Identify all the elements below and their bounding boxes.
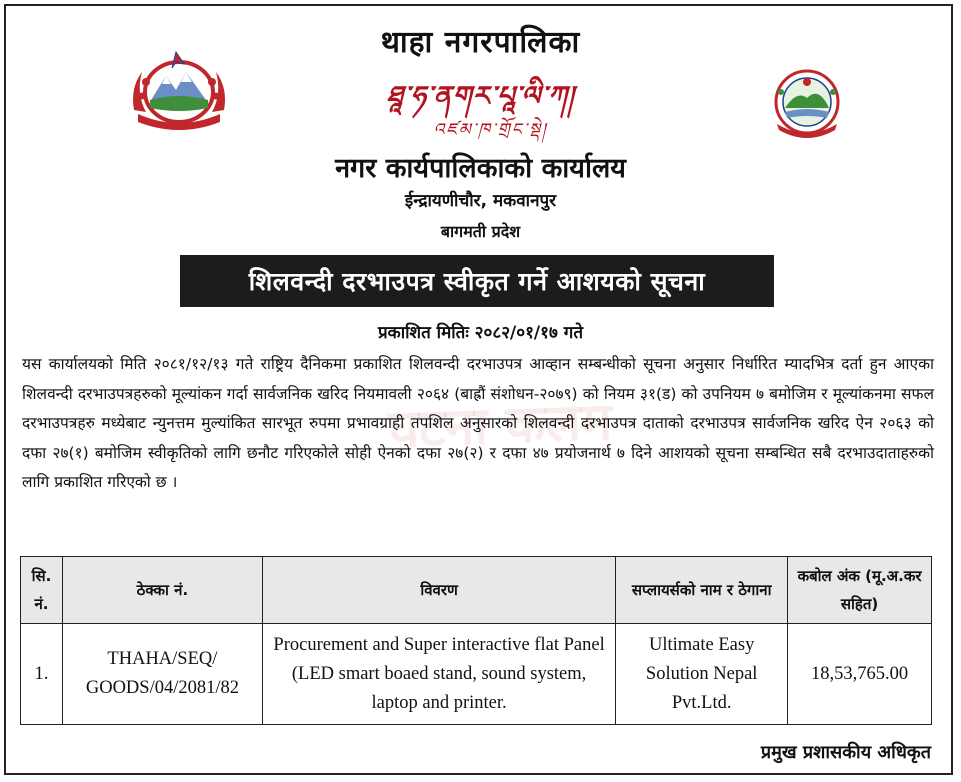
header-contract-no: ठेक्का नं. (62, 557, 262, 624)
office-name: नगर कार्यपालिकाको कार्यालय (335, 153, 626, 184)
watermark: घटना कलम (387, 392, 613, 460)
signatory-title: प्रमुख प्रशासकीय अधिकृत (760, 742, 931, 763)
cell-description: Procurement and Super interactive flat Panel (LED smart boaed stand, sound system, laptop and printer. (262, 624, 615, 725)
header-description: विवरण (262, 557, 615, 624)
municipality-title: थाहा नगरपालिका (380, 25, 581, 60)
province-name: बागमती प्रदेश (440, 222, 521, 241)
cell-contract-no: THAHA/SEQ/ GOODS/04/2081/82 (62, 624, 262, 725)
header-amount: कबोल अंक (मू.अ.कर सहित) (788, 557, 932, 624)
published-date: प्रकाशित मितिः २०८२/०१/१७ गते (377, 323, 584, 343)
notice-title-banner (180, 255, 774, 307)
header-supplier: सप्लायर्सको नाम र ठेगाना (616, 557, 788, 624)
header-sn: सि. नं. (21, 557, 63, 624)
cell-sn: 1. (21, 624, 63, 725)
cell-amount: 18,53,765.00 (788, 624, 932, 725)
table-row (21, 624, 932, 725)
table-header-row (21, 557, 932, 624)
cell-supplier: Ultimate Easy Solution Nepal Pvt.Ltd. (616, 624, 788, 725)
notice-body: यस कार्यालयको मिति २०८१/१२/१३ गते राष्ट्रिय दैनिकमा प्रकाशित शिलवन्दी दरभाउपत्र आव्हान सम्बन्धीको सूचना अनुसार निर्धारित म्यादभित्र दर्ता हुन आएका शिलवन्दी दरभाउपत्रहरुको मूल्यांकन गर्दा सार्वजनिक खरिद नियमावली २०६४ (बाह्रौं संशोधन-२०७९) को नियम ३१(ड) को उपनियम ७ बमोजिम र मूल्यांकनमा सफल दरभाउपत्रहरु मध्येबाट न्युनत्तम मुल्यांकित सारभूत रुपमा प्रभावग्राही तपशिल अनुसारको शिलवन्दी दरभाउपत्र दाताको दरभाउपत्र सार्वजनिक खरिद ऐन २०६३ को दफा २७(१) बमोजिम स्वीकृतिको लागि छनौट गरिएकोले सोही ऐनको दफा २७(२) र दफा ४७ प्रयोजनार्थ ७ दिने आशयको सूचना सम्बन्धित सबै दरभाउदाताहरुको लागि प्रकाशित गरिएको छ । (22, 355, 934, 492)
municipality-title-alt-script: ཐཱ་ཧ་ནགར་པཱ་ལི་ཀ། (386, 81, 575, 112)
award-table (20, 556, 932, 725)
notice-title: शिलवन्दी दरभाउपत्र स्वीकृत गर्ने आशयको सूचना (248, 267, 706, 296)
municipality-subtitle-alt-script: འཛམ་ཁ་གྲོང་སྡེ། (433, 120, 548, 140)
office-address: ईन्द्रायणीचौर, मकवानपुर (404, 191, 557, 211)
